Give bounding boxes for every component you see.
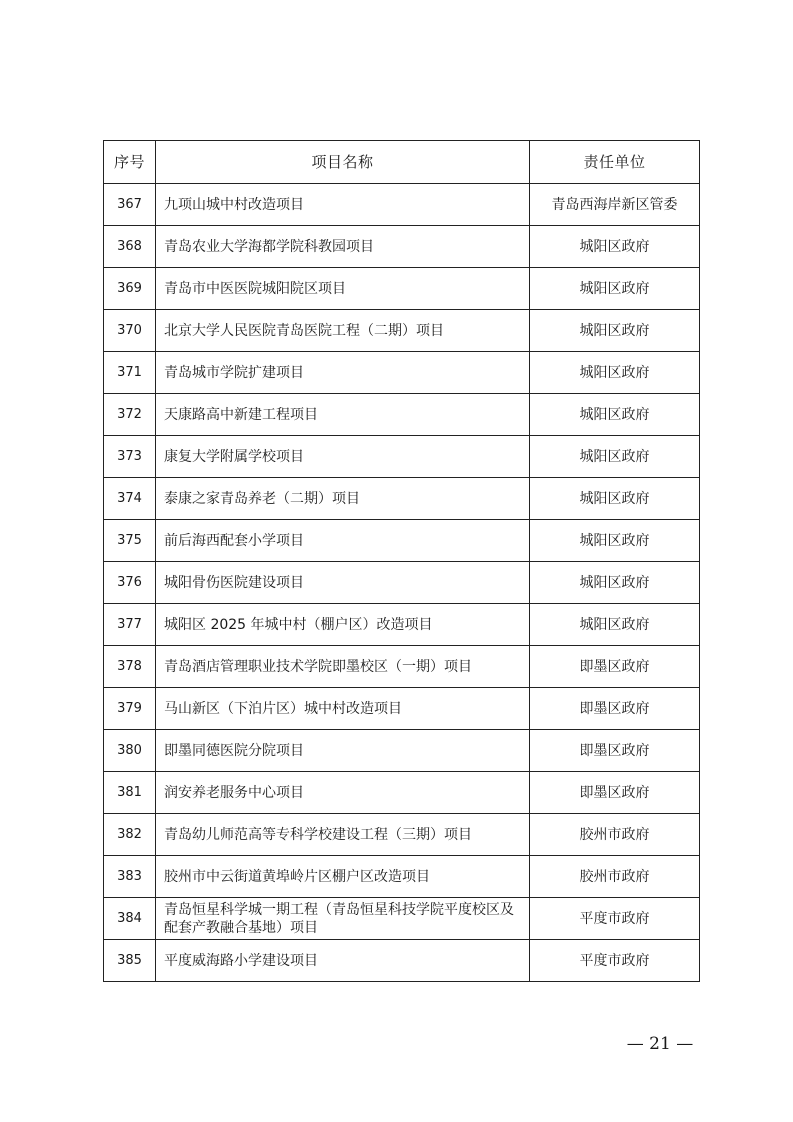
table-row <box>104 436 700 478</box>
cell-serial-number: 384 <box>104 898 156 940</box>
cell-project-name: 即墨同德医院分院项目 <box>156 730 530 772</box>
table-row <box>104 184 700 226</box>
cell-responsible-unit: 城阳区政府 <box>530 604 700 646</box>
cell-responsible-unit: 城阳区政府 <box>530 478 700 520</box>
cell-project-name: 润安养老服务中心项目 <box>156 772 530 814</box>
cell-responsible-unit: 胶州市政府 <box>530 814 700 856</box>
table-header-row <box>104 141 700 184</box>
cell-project-name: 青岛市中医医院城阳院区项目 <box>156 268 530 310</box>
cell-serial-number: 373 <box>104 436 156 478</box>
table-body <box>104 184 700 982</box>
header-project-name: 项目名称 <box>156 141 530 184</box>
cell-responsible-unit: 城阳区政府 <box>530 394 700 436</box>
cell-project-name: 北京大学人民医院青岛医院工程（二期）项目 <box>156 310 530 352</box>
cell-responsible-unit: 城阳区政府 <box>530 520 700 562</box>
cell-serial-number: 381 <box>104 772 156 814</box>
cell-project-name: 青岛城市学院扩建项目 <box>156 352 530 394</box>
header-responsible-unit: 责任单位 <box>530 141 700 184</box>
cell-project-name: 青岛农业大学海都学院科教园项目 <box>156 226 530 268</box>
table-row <box>104 688 700 730</box>
cell-serial-number: 379 <box>104 688 156 730</box>
cell-responsible-unit: 即墨区政府 <box>530 772 700 814</box>
cell-project-name: 前后海西配套小学项目 <box>156 520 530 562</box>
cell-serial-number: 372 <box>104 394 156 436</box>
cell-project-name: 城阳区 2025 年城中村（棚户区）改造项目 <box>156 604 530 646</box>
cell-responsible-unit: 城阳区政府 <box>530 436 700 478</box>
cell-responsible-unit: 城阳区政府 <box>530 226 700 268</box>
table-row <box>104 226 700 268</box>
table-row <box>104 772 700 814</box>
table-row <box>104 898 700 940</box>
cell-serial-number: 383 <box>104 856 156 898</box>
cell-responsible-unit: 城阳区政府 <box>530 268 700 310</box>
cell-serial-number: 367 <box>104 184 156 226</box>
cell-responsible-unit: 平度市政府 <box>530 940 700 982</box>
cell-project-name: 天康路高中新建工程项目 <box>156 394 530 436</box>
table-row <box>104 814 700 856</box>
cell-project-name: 马山新区（下泊片区）城中村改造项目 <box>156 688 530 730</box>
cell-serial-number: 371 <box>104 352 156 394</box>
table-row <box>104 562 700 604</box>
cell-serial-number: 385 <box>104 940 156 982</box>
cell-project-name: 青岛酒店管理职业技术学院即墨校区（一期）项目 <box>156 646 530 688</box>
table-row <box>104 478 700 520</box>
cell-responsible-unit: 即墨区政府 <box>530 646 700 688</box>
cell-project-name: 康复大学附属学校项目 <box>156 436 530 478</box>
cell-serial-number: 382 <box>104 814 156 856</box>
cell-responsible-unit: 青岛西海岸新区管委 <box>530 184 700 226</box>
table-row <box>104 730 700 772</box>
cell-serial-number: 368 <box>104 226 156 268</box>
cell-serial-number: 369 <box>104 268 156 310</box>
table-row <box>104 520 700 562</box>
cell-project-name: 城阳骨伤医院建设项目 <box>156 562 530 604</box>
table-row <box>104 352 700 394</box>
cell-responsible-unit: 即墨区政府 <box>530 688 700 730</box>
table-row <box>104 940 700 982</box>
cell-serial-number: 376 <box>104 562 156 604</box>
table-row <box>104 604 700 646</box>
cell-responsible-unit: 即墨区政府 <box>530 730 700 772</box>
cell-serial-number: 377 <box>104 604 156 646</box>
cell-responsible-unit: 胶州市政府 <box>530 856 700 898</box>
cell-serial-number: 378 <box>104 646 156 688</box>
header-serial-number: 序号 <box>104 141 156 184</box>
cell-project-name: 青岛幼儿师范高等专科学校建设工程（三期）项目 <box>156 814 530 856</box>
cell-project-name: 泰康之家青岛养老（二期）项目 <box>156 478 530 520</box>
cell-project-name: 胶州市中云街道黄埠岭片区棚户区改造项目 <box>156 856 530 898</box>
table-row <box>104 268 700 310</box>
cell-serial-number: 370 <box>104 310 156 352</box>
cell-responsible-unit: 平度市政府 <box>530 898 700 940</box>
cell-project-name: 九项山城中村改造项目 <box>156 184 530 226</box>
cell-responsible-unit: 城阳区政府 <box>530 352 700 394</box>
project-table <box>103 140 700 982</box>
cell-responsible-unit: 城阳区政府 <box>530 310 700 352</box>
table-row <box>104 856 700 898</box>
cell-serial-number: 374 <box>104 478 156 520</box>
cell-project-name: 青岛恒星科学城一期工程（青岛恒星科技学院平度校区及配套产教融合基地）项目 <box>156 898 530 940</box>
cell-serial-number: 380 <box>104 730 156 772</box>
cell-responsible-unit: 城阳区政府 <box>530 562 700 604</box>
table-row <box>104 646 700 688</box>
cell-serial-number: 375 <box>104 520 156 562</box>
table-row <box>104 394 700 436</box>
page-number: — 21 — <box>626 1034 694 1054</box>
table-row <box>104 310 700 352</box>
cell-project-name: 平度威海路小学建设项目 <box>156 940 530 982</box>
